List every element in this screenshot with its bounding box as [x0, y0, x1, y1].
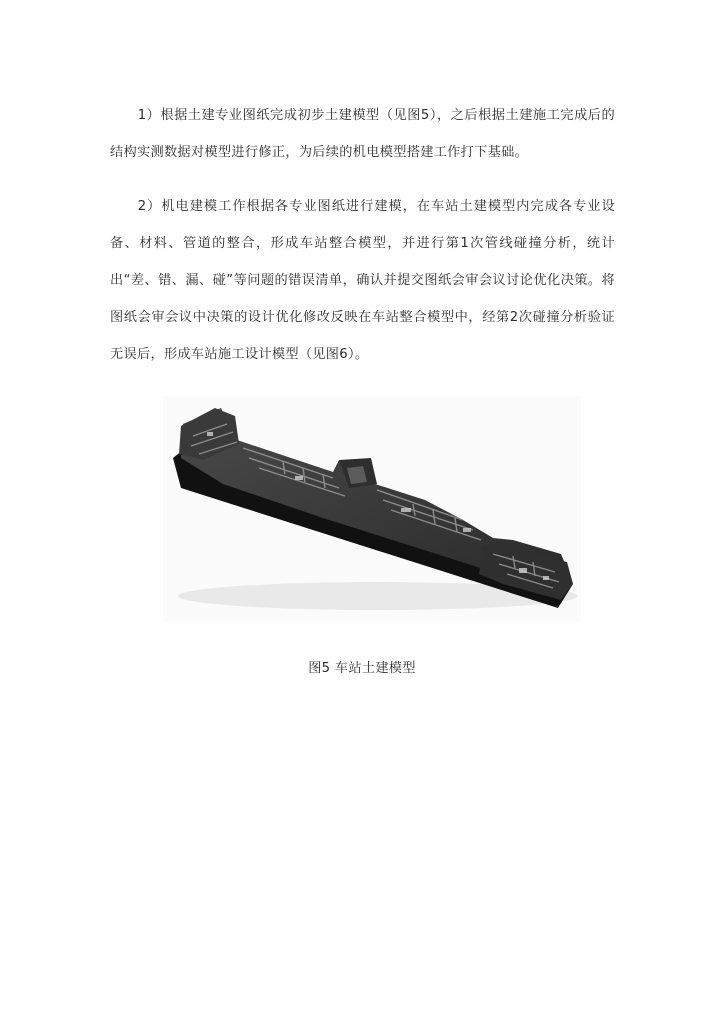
paragraph-1: 1）根据土建专业图纸完成初步土建模型（见图5），之后根据土建施工完成后的结构实测数据对模型进行修正，为后续的机电模型搭建工作打下基础。 [110, 108, 615, 160]
station-model-image [163, 396, 581, 622]
station-civil-model-figure [163, 396, 581, 622]
figure-caption: 图5 车站土建模型 [308, 661, 416, 676]
paragraph-2: 2）机电建模工作根据各专业图纸进行建模，在车站土建模型内完成各专业设备、材料、管道的整合，形成车站整合模型，并进行第1次管线碰撞分析，统计出“差、错、漏、碰”等问题的错误清单，确认并提交图纸会审会议讨论优化决策。将图纸会审会议中决策的设计优化修改反映在车站整合模型中，经第2次碰撞分析验证无误后，形成车站施工设计模型（见图6）。 [110, 199, 615, 362]
